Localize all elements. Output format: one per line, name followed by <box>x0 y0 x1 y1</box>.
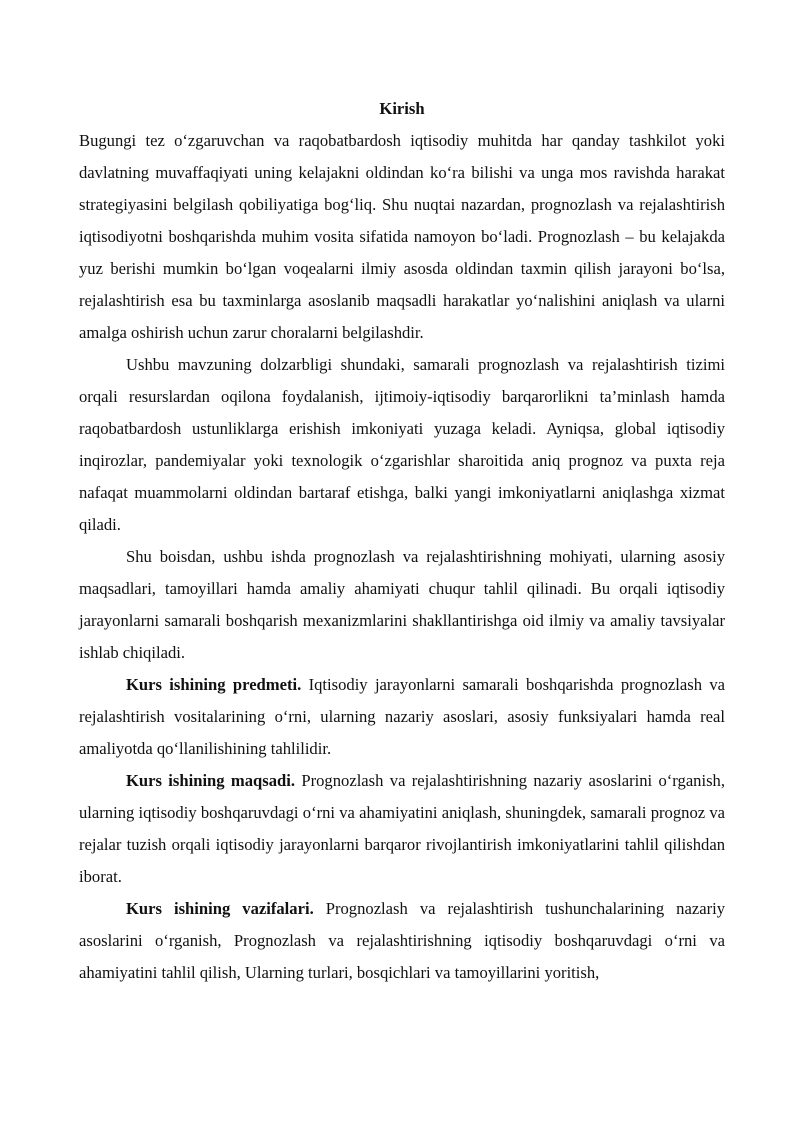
paragraph-text: Iqtisodiy jarayonlarni samarali boshqarishda prognozlash va rejalashtirish vositalarining o‘rni, ularning nazariy asoslari, asosiy funksiyalari hamda real amaliyotda qo‘llanilishining tahlilidir. <box>79 675 725 758</box>
paragraph-lead: Kurs ishining maqsadi. <box>126 771 296 790</box>
page-title: Kirish <box>379 99 425 118</box>
paragraph-text: Bugungi tez o‘zgaruvchan va raqobatbardosh iqtisodiy muhitda har qanday tashkilot yoki davlatning muvaffaqiyati uning kelajakni oldindan ko‘ra bilishi va unga mos ravishda harakat strategiyasini belgilash qobiliyatiga bog‘liq. Shu nuqtai nazardan, prognozlash va rejalashtirish iqtisodiyotni boshqarishda muhim vosita sifatida namoyon bo‘ladi. Prognozlash – bu kelajakda yuz berishi mumkin bo‘lgan voqealarni ilmiy asosda oldindan taxmin qilish jarayoni bo‘lsa, rejalashtirish esa bu taxminlarga asoslanib maqsadli harakatlar yo‘nalishini aniqlash va ularni amalga oshirish uchun zarur choralarni belgilashdir. <box>79 131 725 342</box>
paragraph-tasks <box>79 893 725 989</box>
paragraph-scope <box>79 541 725 669</box>
paragraph-goal <box>79 765 725 893</box>
paragraph-text: Ushbu mavzuning dolzarbligi shundaki, samarali prognozlash va rejalashtirish tizimi orqali resurslardan oqilona foydalanish, ijtimoiy-iqtisodiy barqarorlikni ta’minlash hamda raqobatbardosh ustunliklarga erishish imkoniyati yuzaga keladi. Ayniqsa, global iqtisodiy inqirozlar, pandemiyalar yoki texnologik o‘zgarishlar sharoitida aniq prognoz va puxta reja nafaqat muammolarni oldindan bartaraf etishga, balki yangi imkoniyatlarni aniqlashga xizmat qiladi. <box>79 355 725 534</box>
paragraph-text: Shu boisdan, ushbu ishda prognozlash va rejalashtirishning mohiyati, ularning asosiy maqsadlari, tamoyillari hamda amaliy ahamiyati chuqur tahlil qilinadi. Bu orqali iqtisodiy jarayonlarni samarali boshqarish mexanizmlarini shakllantirishga oid ilmiy va amaliy tavsiyalar ishlab chiqiladi. <box>79 547 725 662</box>
paragraph-text: Prognozlash va rejalashtirishning nazariy asoslarini o‘rganish, ularning iqtisodiy boshqaruvdagi o‘rni va ahamiyatini aniqlash, shuningdek, samarali prognoz va rejalar tuzish orqali iqtisodiy jarayonlarni barqaror rivojlantirish imkoniyatlarini tahlil qilishdan iborat. <box>79 771 725 886</box>
paragraph-lead: Kurs ishining vazifalari. <box>126 899 314 918</box>
document-page <box>79 93 725 989</box>
paragraph-lead: Kurs ishining predmeti. <box>126 675 302 694</box>
paragraph-text: Prognozlash va rejalashtirish tushunchalarining nazariy asoslarini o‘rganish, Prognozlash va rejalashtirishning iqtisodiy boshqaruvdagi o‘rni va ahamiyatini tahlil qilish, Ularning turlari, bosqichlari va tamoyillarini yoritish, <box>79 899 725 982</box>
paragraph-intro <box>79 125 725 349</box>
paragraph-relevance <box>79 349 725 541</box>
paragraph-subject <box>79 669 725 765</box>
